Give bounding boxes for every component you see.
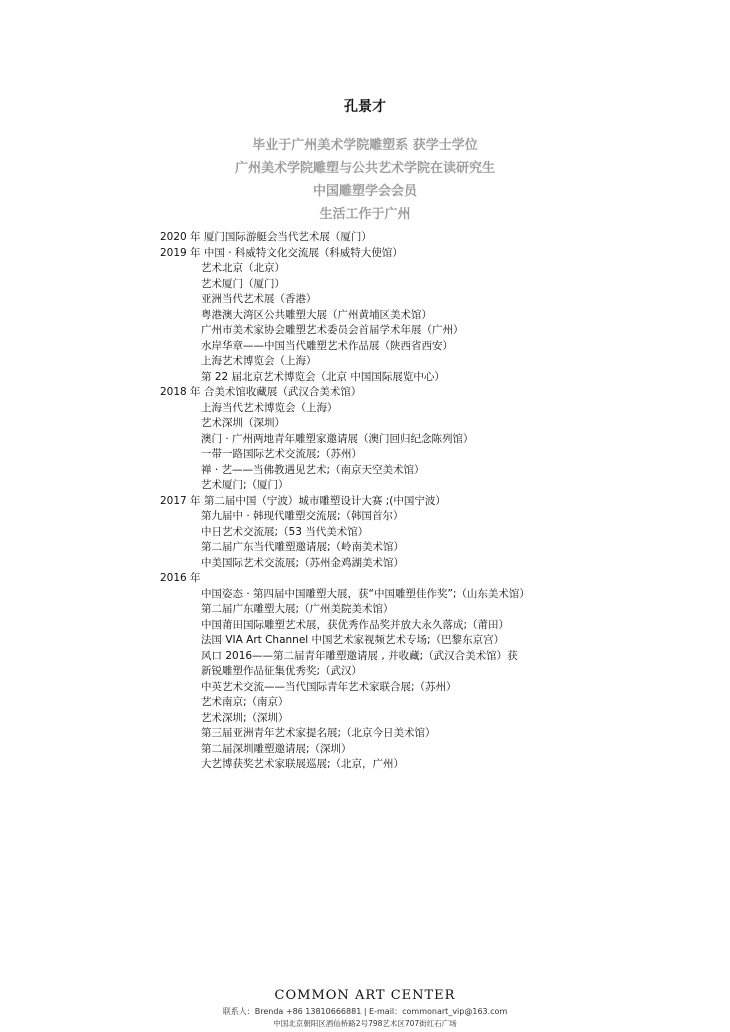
exhibition-item: 广州市美术家协会雕塑艺术委员会首届学术年展（广州） bbox=[201, 324, 464, 336]
exhibition-item: 上海当代艺术博览会（上海） bbox=[201, 401, 338, 414]
exhibition-year-row: 2018 年 合美术馆收藏展（武汉合美术馆） bbox=[160, 386, 362, 398]
bio-line: 毕业于广州美术学院雕塑系 获学士学位 bbox=[252, 138, 478, 153]
exhibition-year-row: 2016 年 bbox=[160, 572, 201, 584]
exhibition-item: 第二届广东当代雕塑邀请展;（岭南美术馆） bbox=[201, 541, 405, 553]
exhibition-item: 新锐雕塑作品征集优秀奖;（武汉） bbox=[201, 665, 363, 677]
exhibition-item: 中美国际艺术交流展;（苏州金鸡湖美术馆） bbox=[201, 556, 405, 569]
exhibition-item: 中英艺术交流——当代国际青年艺术家联合展;（苏州） bbox=[201, 680, 457, 693]
exhibition-item: 大艺博获奖艺术家联展巡展;（北京，广州） bbox=[201, 758, 405, 770]
exhibition-year-row: 2020 年 厦门国际游艇会当代艺术展（厦门） bbox=[160, 231, 372, 243]
exhibition-item: 水岸华章——中国当代雕塑艺术作品展（陕西省西安） bbox=[201, 339, 453, 352]
footer-address: 中国北京朝阳区酒仙桥路2号798艺术区707街红石广场 bbox=[273, 1019, 457, 1028]
bio-block bbox=[0, 134, 730, 226]
exhibition-year-row: 2019 年 中国 · 科威特文化交流展（科威特大使馆） bbox=[160, 246, 403, 259]
exhibition-item: 艺术南京;（南京） bbox=[201, 696, 289, 708]
exhibition-item: 中国姿态 · 第四届中国雕塑大展，获“中国雕塑佳作奖”;（山东美术馆） bbox=[201, 587, 530, 600]
footer-contact: 联系人：Brenda +86 13810666881 | E-mail：commonart_vip@163.com bbox=[222, 1007, 508, 1016]
artist-name: 孔景才 bbox=[344, 99, 386, 115]
exhibition-item: 第九届中 · 韩现代雕塑交流展;（韩国首尔） bbox=[201, 510, 404, 522]
exhibition-item: 艺术北京（北京） bbox=[201, 262, 285, 274]
exhibition-item: 艺术厦门;（厦门） bbox=[201, 479, 289, 491]
exhibition-item: 中国莆田国际雕塑艺术展，获优秀作品奖并放大永久落成;（莆田） bbox=[201, 618, 510, 631]
exhibition-item: 一带一路国际艺术交流展;（苏州） bbox=[201, 448, 363, 460]
exhibition-item: 粤港澳大湾区公共雕塑大展（广州黄埔区美术馆） bbox=[201, 308, 432, 321]
exhibition-item: 法国 VIA Art Channel 中国艺术家视频艺术专场;（巴黎东京宫） bbox=[201, 634, 505, 646]
exhibition-item: 第二届深圳雕塑邀请展;（深圳） bbox=[201, 742, 352, 755]
exhibition-item: 第 22 届北京艺术博览会（北京 中国国际展览中心） bbox=[201, 370, 445, 383]
exhibition-item: 第二届广东雕塑大展;（广州美院美术馆） bbox=[201, 603, 394, 615]
exhibition-item: 中日艺术交流展;（53 当代美术馆） bbox=[201, 525, 369, 538]
exhibition-item: 上海艺术博览会（上海） bbox=[201, 355, 317, 367]
exhibition-item: 风口 2016——第二届青年雕塑邀请展 , 并收藏;（武汉合美术馆）获 bbox=[201, 649, 518, 662]
exhibition-item: 禅 · 艺——当佛教遇见艺术;（南京天空美术馆） bbox=[201, 463, 425, 476]
exhibition-year-row: 2017 年 第二届中国（宁波）城市雕塑设计大赛 ;(中国宁波） bbox=[160, 494, 446, 507]
bio-line: 中国雕塑学会会员 bbox=[312, 184, 417, 199]
bio-line: 广州美术学院雕塑与公共艺术学院在读研究生 bbox=[234, 161, 495, 176]
exhibition-item: 艺术深圳（深圳） bbox=[201, 417, 285, 429]
exhibition-item: 亚洲当代艺术展（香港） bbox=[201, 293, 317, 305]
exhibition-item: 艺术厦门（厦门） bbox=[201, 277, 285, 290]
exhibition-item: 第三届亚洲青年艺术家提名展;（北京今日美术馆） bbox=[201, 727, 436, 739]
exhibition-list bbox=[160, 230, 680, 773]
exhibition-item: 澳门 · 广州两地青年雕塑家邀请展（澳门回归纪念陈列馆） bbox=[201, 432, 474, 445]
bio-line: 生活工作于广州 bbox=[319, 207, 411, 222]
footer-brand: COMMON ART CENTER bbox=[274, 988, 456, 1003]
exhibition-item: 艺术深圳;（深圳） bbox=[201, 711, 289, 724]
